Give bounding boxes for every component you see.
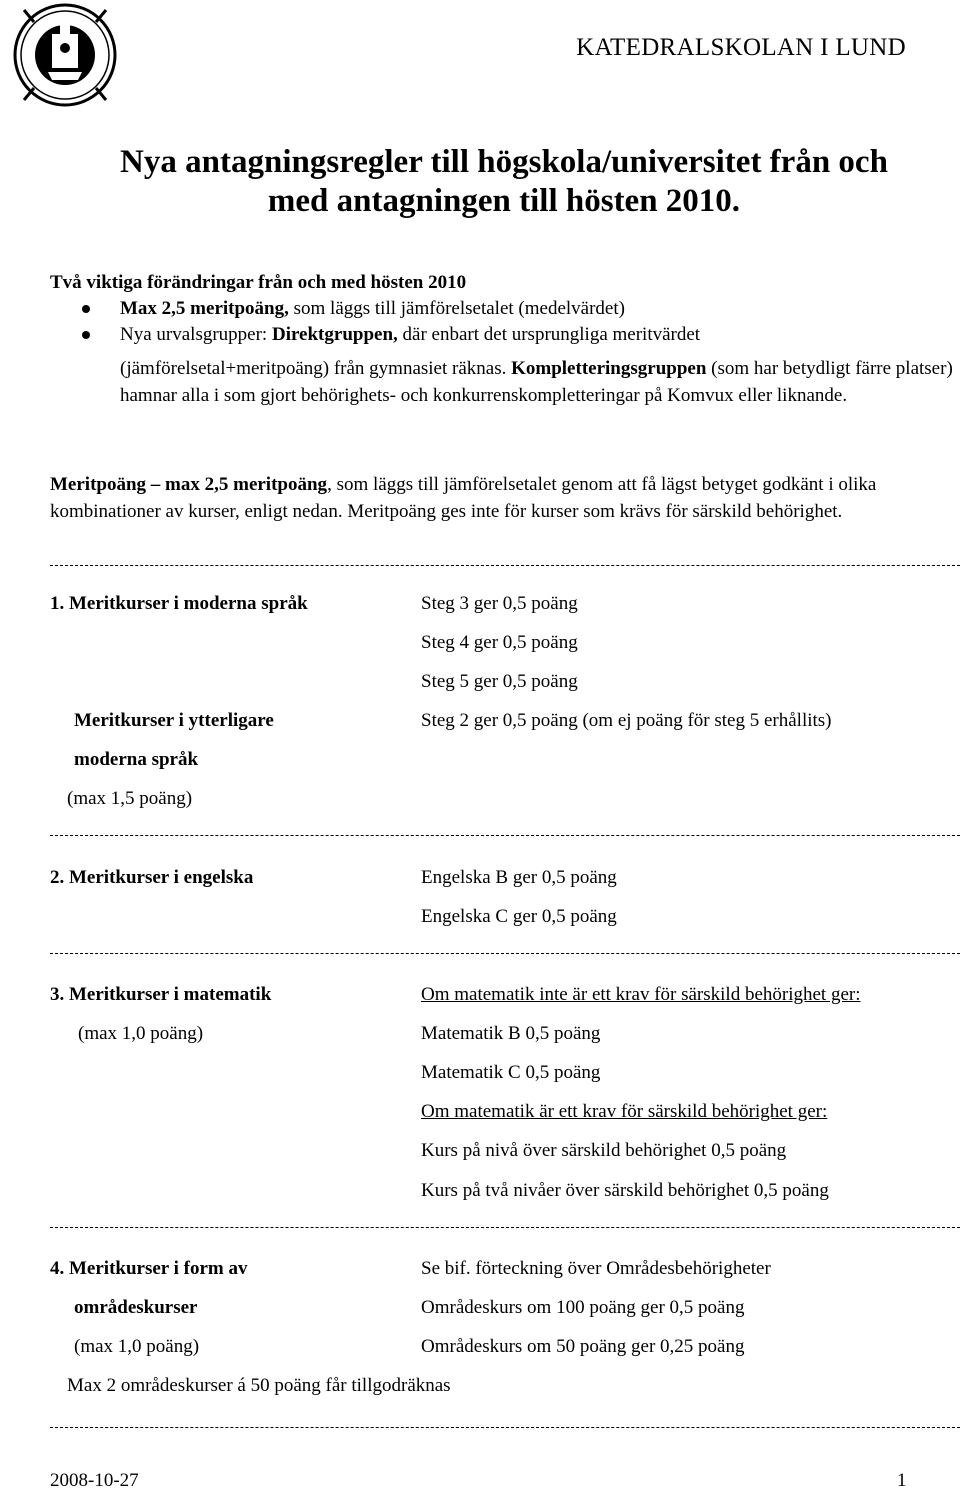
footer-page-number: 1 (897, 1470, 907, 1491)
section3-item-3: Kurs på nivå över särskild behörighet 0,5 poäng (421, 1140, 787, 1161)
section4-footnote: Max 2 områdeskurser á 50 poäng får tillgodräknas (67, 1375, 451, 1396)
section3-condition-2: Om matematik är ett krav för särskild behörighet ger: (421, 1101, 828, 1122)
meritpoang-bold: Meritpoäng – max 2,5 meritpoäng (50, 474, 328, 495)
section4-item-1: Se bif. förteckning över Områdesbehörigheter (421, 1258, 771, 1279)
bullet-dot-icon (82, 305, 90, 313)
page-title-line-1: Nya antagningsregler till högskola/universitet från och (120, 144, 888, 180)
footer-date: 2008-10-27 (50, 1470, 139, 1491)
section4-item-3: Områdeskurs om 50 poäng ger 0,25 poäng (421, 1336, 745, 1357)
section3-condition-1: Om matematik inte är ett krav för särskild behörighet ger: (421, 984, 861, 1005)
continuation-a: (jämförelsetal+meritpoäng) från gymnasiet räknas. (120, 358, 512, 379)
intro-heading: Två viktiga förändringar från och med hösten 2010 (50, 272, 467, 293)
section2-item-2: Engelska C ger 0,5 poäng (421, 906, 617, 927)
section1-sub-heading-2: moderna språk (74, 749, 199, 770)
intro-bullet-1 (82, 296, 952, 322)
continuation-b: Kompletteringsgruppen (511, 358, 707, 379)
section2-heading: 2. Meritkurser i engelska (50, 867, 254, 888)
divider (50, 953, 960, 954)
school-seal-logo (4, 2, 126, 108)
bullet1-rest: som läggs till jämförelsetalet (medelvärdet) (288, 298, 625, 319)
bullet1-bold: Max 2,5 meritpoäng, (120, 298, 289, 319)
section4-heading-2: områdeskurser (74, 1297, 198, 1318)
intro-bullet-list (82, 296, 952, 348)
bullet-dot-icon (82, 331, 90, 339)
divider (50, 565, 960, 566)
section1-step-3: Steg 3 ger 0,5 poäng (421, 593, 578, 614)
section3-item-2: Matematik C 0,5 poäng (421, 1062, 601, 1083)
school-name: KATEDRALSKOLAN I LUND (576, 34, 906, 61)
intro-continuation (120, 356, 960, 409)
section1-heading: 1. Meritkurser i moderna språk (50, 593, 308, 614)
divider (50, 1427, 960, 1428)
section2-item-1: Engelska B ger 0,5 poäng (421, 867, 617, 888)
section1-step-5: Steg 5 ger 0,5 poäng (421, 671, 578, 692)
meritpoang-rest: , som läggs till jämförelsetalet genom att få lägst betyget godkänt i olika kombinationer av kurser, enligt nedan. Meritpoäng ges inte för kurser som krävs för särskild behörighet. (50, 474, 877, 522)
bullet2-c: där enbart det ursprungliga meritvärdet (397, 324, 701, 345)
section3-note: (max 1,0 poäng) (78, 1023, 204, 1044)
meritpoang-paragraph (50, 472, 960, 525)
divider (50, 1227, 960, 1228)
section4-item-2: Områdeskurs om 100 poäng ger 0,5 poäng (421, 1297, 745, 1318)
section1-sub-step: Steg 2 ger 0,5 poäng (om ej poäng för steg 5 erhållits) (421, 710, 832, 731)
bullet2-b: Direktgruppen, (271, 324, 398, 345)
section3-item-1: Matematik B 0,5 poäng (421, 1023, 601, 1044)
section4-heading-1: 4. Meritkurser i form av (50, 1258, 248, 1279)
section3-item-4: Kurs på två nivåer över särskild behörighet 0,5 poäng (421, 1180, 829, 1201)
section1-sub-heading-1: Meritkurser i ytterligare (74, 710, 274, 731)
intro-bullet-2 (82, 322, 952, 348)
section1-step-4: Steg 4 ger 0,5 poäng (421, 632, 578, 653)
section1-sub-note: (max 1,5 poäng) (67, 788, 193, 809)
section4-note: (max 1,0 poäng) (74, 1336, 200, 1357)
page-title-line-2: med antagningen till hösten 2010. (267, 183, 741, 219)
continuation-c: (som har betydligt färre platser) hamnar alla i som gjort behörighets- och konkurrenskompletteringar på Komvux eller liknande. (120, 358, 953, 406)
divider (50, 835, 960, 836)
section3-heading: 3. Meritkurser i matematik (50, 984, 272, 1005)
bullet2-a: Nya urvalsgrupper: (120, 324, 272, 345)
